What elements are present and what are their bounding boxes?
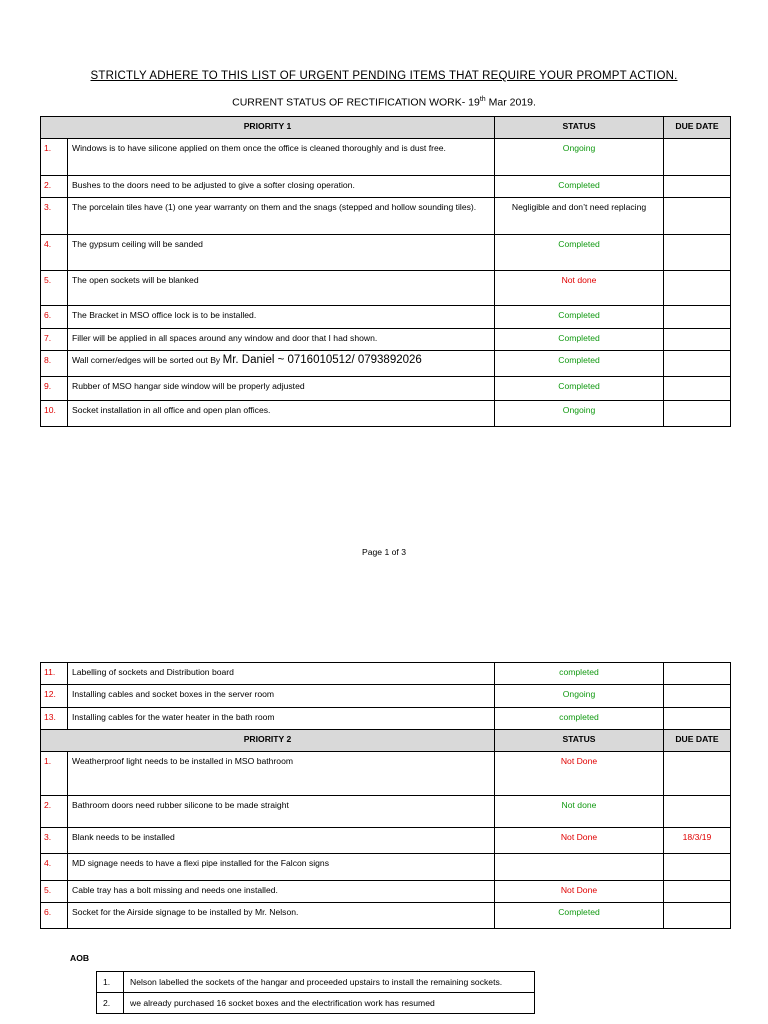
row-description: The gypsum ceiling will be sanded bbox=[68, 235, 495, 271]
row-status: Ongoing bbox=[495, 139, 664, 176]
row-description: Nelson labelled the sockets of the hangar and proceeded upstairs to install the remaining sockets. bbox=[124, 972, 535, 993]
table-row bbox=[41, 663, 731, 685]
row-number: 2. bbox=[41, 176, 68, 198]
table-row bbox=[97, 972, 535, 993]
row-status: Completed bbox=[495, 176, 664, 198]
row-description: we already purchased 16 socket boxes and the electrification work has resumed bbox=[124, 993, 535, 1014]
row-number: 6. bbox=[41, 306, 68, 329]
row-status: Not Done bbox=[495, 828, 664, 854]
row-due-date bbox=[664, 176, 731, 198]
row-status: Not done bbox=[495, 271, 664, 306]
row-due-date bbox=[664, 796, 731, 828]
row-number: 1. bbox=[97, 972, 124, 993]
row-status: Completed bbox=[495, 377, 664, 401]
due-date-header: DUE DATE bbox=[664, 730, 731, 752]
row-description: MD signage needs to have a flexi pipe installed for the Falcon signs bbox=[68, 854, 495, 881]
table-row bbox=[41, 752, 731, 796]
row-due-date bbox=[664, 306, 731, 329]
row-description: The porcelain tiles have (1) one year warranty on them and the snags (stepped and hollow sounding tiles). bbox=[68, 198, 495, 235]
priority-header: PRIORITY 2 bbox=[41, 730, 495, 752]
row-due-date bbox=[664, 139, 731, 176]
row-number: 3. bbox=[41, 828, 68, 854]
row-number: 8. bbox=[41, 351, 68, 377]
row-due-date bbox=[664, 903, 731, 929]
row-number: 5. bbox=[41, 271, 68, 306]
row-due-date bbox=[664, 663, 731, 685]
table-row bbox=[41, 685, 731, 708]
row-description: The Bracket in MSO office lock is to be installed. bbox=[68, 306, 495, 329]
row-number: 12. bbox=[41, 685, 68, 708]
table-row bbox=[41, 708, 731, 730]
row-number: 4. bbox=[41, 854, 68, 881]
row-description: Labelling of sockets and Distribution board bbox=[68, 663, 495, 685]
row-due-date bbox=[664, 854, 731, 881]
table-row bbox=[41, 828, 731, 854]
priority-1-table bbox=[40, 116, 731, 427]
row-due-date bbox=[664, 685, 731, 708]
row-status: Ongoing bbox=[495, 401, 664, 427]
row-number: 9. bbox=[41, 377, 68, 401]
row-description: Installing cables for the water heater in the bath room bbox=[68, 708, 495, 730]
row-description: Socket installation in all office and open plan offices. bbox=[68, 401, 495, 427]
row-due-date bbox=[664, 881, 731, 903]
row-status: Not done bbox=[495, 796, 664, 828]
row-due-date bbox=[664, 235, 731, 271]
document-heading: STRICTLY ADHERE TO THIS LIST OF URGENT PENDING ITEMS THAT REQUIRE YOUR PROMPT ACTION. bbox=[90, 70, 678, 82]
row-status: Completed bbox=[495, 329, 664, 351]
row-description: Blank needs to be installed bbox=[68, 828, 495, 854]
row-status: Negligible and don’t need replacing bbox=[495, 198, 664, 235]
table-row bbox=[97, 993, 535, 1014]
table-row bbox=[41, 176, 731, 198]
table-row bbox=[41, 854, 731, 881]
row-status: Ongoing bbox=[495, 685, 664, 708]
row-description: Installing cables and socket boxes in the server room bbox=[68, 685, 495, 708]
table-row bbox=[41, 306, 731, 329]
row-status: Completed bbox=[495, 306, 664, 329]
table-row bbox=[41, 796, 731, 828]
row-status: completed bbox=[495, 663, 664, 685]
table-row bbox=[41, 198, 731, 235]
row-due-date bbox=[664, 752, 731, 796]
row-number: 10. bbox=[41, 401, 68, 427]
row-number: 1. bbox=[41, 752, 68, 796]
row-description: The open sockets will be blanked bbox=[68, 271, 495, 306]
row-description: Windows is to have silicone applied on them once the office is cleaned thoroughly and is dust free. bbox=[68, 139, 495, 176]
table-header-row bbox=[41, 117, 731, 139]
table-row bbox=[41, 903, 731, 929]
status-header: STATUS bbox=[495, 117, 664, 139]
row-number: 1. bbox=[41, 139, 68, 176]
row-due-date bbox=[664, 401, 731, 427]
row-number: 2. bbox=[97, 993, 124, 1014]
row-status: Completed bbox=[495, 903, 664, 929]
row-status bbox=[495, 854, 664, 881]
row-number: 5. bbox=[41, 881, 68, 903]
row-number: 6. bbox=[41, 903, 68, 929]
due-date-header: DUE DATE bbox=[664, 117, 731, 139]
priority-2-table bbox=[40, 662, 731, 929]
row-status: Completed bbox=[495, 235, 664, 271]
table-row bbox=[41, 139, 731, 176]
row-due-date bbox=[664, 351, 731, 377]
table-row bbox=[41, 351, 731, 377]
table-row bbox=[41, 881, 731, 903]
row-number: 4. bbox=[41, 235, 68, 271]
table-header-row bbox=[41, 730, 731, 752]
row-description: Bushes to the doors need to be adjusted to give a softer closing operation. bbox=[68, 176, 495, 198]
row-due-date: 18/3/19 bbox=[664, 828, 731, 854]
row-description: Bathroom doors need rubber silicone to be made straight bbox=[68, 796, 495, 828]
row-status: Not Done bbox=[495, 752, 664, 796]
status-header: STATUS bbox=[495, 730, 664, 752]
table-row bbox=[41, 329, 731, 351]
row-due-date bbox=[664, 271, 731, 306]
row-status: Completed bbox=[495, 351, 664, 377]
table-row bbox=[41, 271, 731, 306]
table-row bbox=[41, 235, 731, 271]
document-subheading: CURRENT STATUS OF RECTIFICATION WORK- 19th Mar 2019. bbox=[232, 96, 536, 109]
table-row bbox=[41, 401, 731, 427]
row-status: Not Done bbox=[495, 881, 664, 903]
row-due-date bbox=[664, 198, 731, 235]
priority-header: PRIORITY 1 bbox=[41, 117, 495, 139]
row-description: Wall corner/edges will be sorted out By Mr. Daniel ~ 0716010512/ 0793892026 bbox=[68, 351, 495, 377]
row-description: Filler will be applied in all spaces around any window and door that I had shown. bbox=[68, 329, 495, 351]
row-number: 7. bbox=[41, 329, 68, 351]
row-due-date bbox=[664, 708, 731, 730]
table-row bbox=[41, 377, 731, 401]
row-number: 13. bbox=[41, 708, 68, 730]
row-number: 3. bbox=[41, 198, 68, 235]
aob-label: AOB bbox=[70, 953, 90, 963]
row-description: Socket for the Airside signage to be installed by Mr. Nelson. bbox=[68, 903, 495, 929]
row-description: Rubber of MSO hangar side window will be properly adjusted bbox=[68, 377, 495, 401]
contact-name-phone: Mr. Daniel ~ 0716010512/ 0793892026 bbox=[222, 354, 422, 366]
row-description: Weatherproof light needs to be installed in MSO bathroom bbox=[68, 752, 495, 796]
row-due-date bbox=[664, 377, 731, 401]
row-number: 11. bbox=[41, 663, 68, 685]
page-number: Page 1 of 3 bbox=[362, 547, 406, 557]
row-number: 2. bbox=[41, 796, 68, 828]
row-status: completed bbox=[495, 708, 664, 730]
row-description: Cable tray has a bolt missing and needs one installed. bbox=[68, 881, 495, 903]
row-due-date bbox=[664, 329, 731, 351]
aob-table bbox=[96, 971, 535, 1014]
